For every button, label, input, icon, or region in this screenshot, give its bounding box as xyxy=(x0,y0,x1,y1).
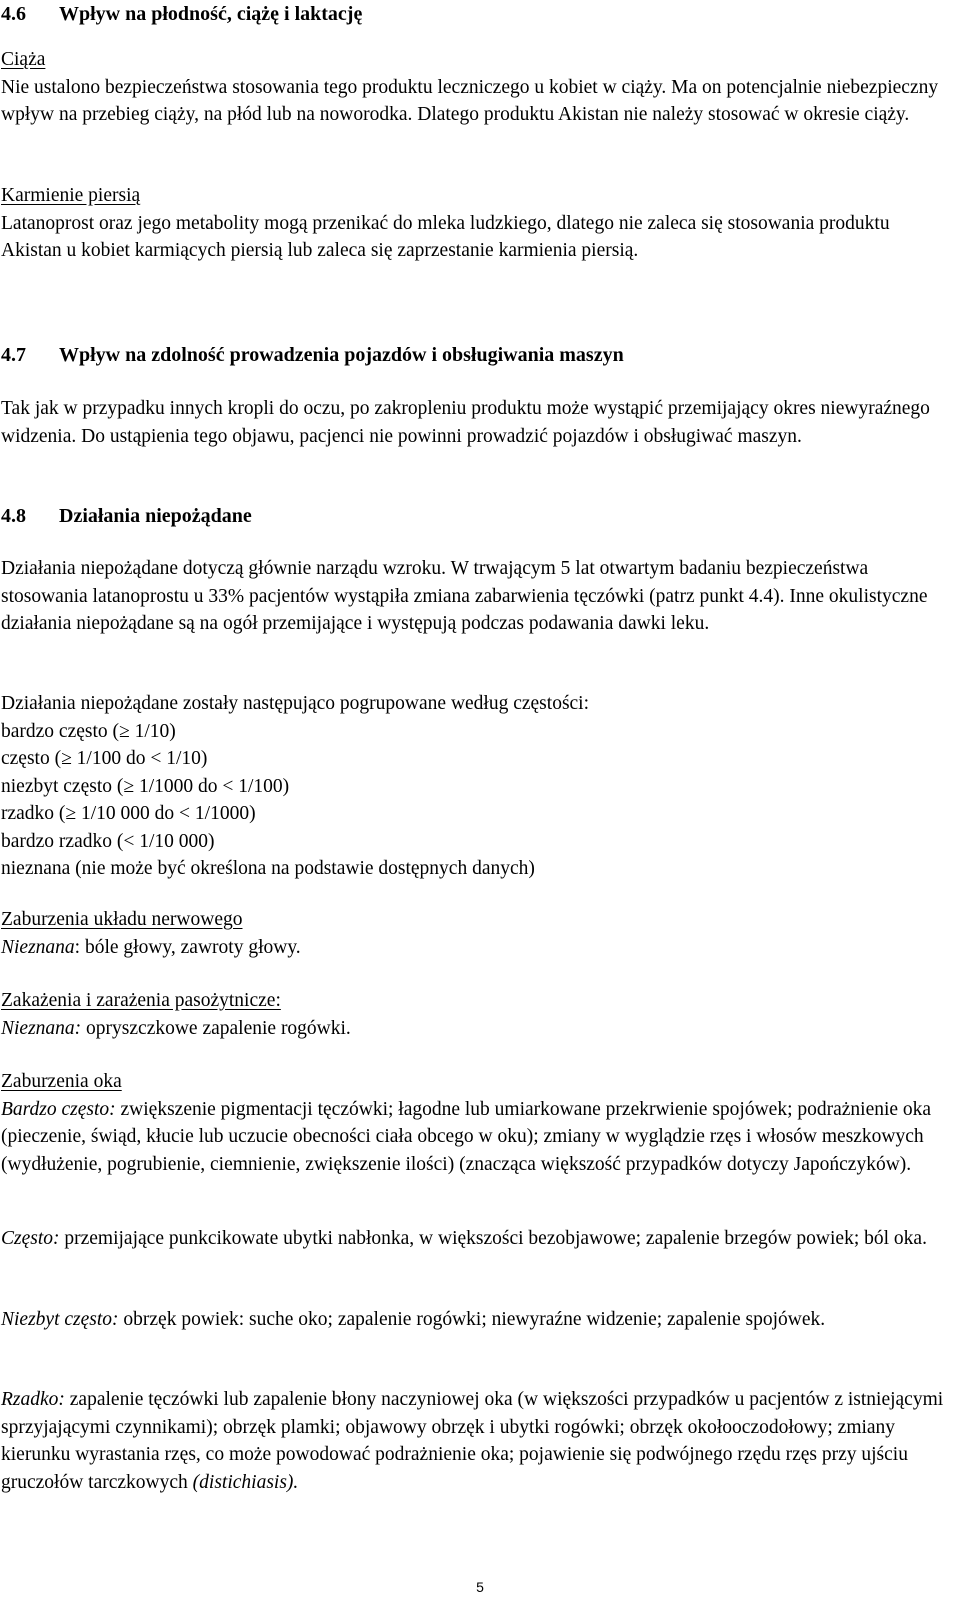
section-number: 4.7 xyxy=(1,344,26,366)
section-heading-4-8 xyxy=(1,502,951,530)
soc-heading: Zaburzenia oka xyxy=(1,1071,122,1092)
reaction-text: : bóle głowy, zawroty głowy. xyxy=(74,936,301,958)
frequency-item: niezbyt często (≥ 1/1000 do < 1/100) xyxy=(1,775,290,797)
breastfeeding-heading: Karmienie piersią xyxy=(1,185,141,206)
reaction-text: opryszczkowe zapalenie rogówki. xyxy=(81,1017,351,1039)
frequency-label: Często: xyxy=(1,1228,60,1249)
reaction-text: zapalenie tęczówki lub zapalenie błony naczyniowej oka (w większości przypadków u pacjentów z istniejącymi sprzyjającymi czynnikami); obrzęk plamki; objawowy obrzęk i ubytki rogówki; obrzęk okołooczodołowy; zmiany kierunku wyrastania rzęs, co może powodować podrażnienie oka; pojawienie się podwójnego rzędu rzęs przy ujściu gruczołów tarczkowych xyxy=(1,1389,944,1493)
section-number: 4.6 xyxy=(1,3,26,25)
breastfeeding-text: Latanoprost oraz jego metabolity mogą przenikać do mleka ludzkiego, dlatego nie zaleca się stosowania produktu Akistan u kobiet karmiących piersią lub zaleca się zaprzestanie karmienia piersią. xyxy=(1,212,890,261)
frequency-intro: Działania niepożądane zostały następująco pogrupowane według częstości: xyxy=(1,693,590,714)
section-heading-4-6 xyxy=(1,0,951,28)
paragraph: Działania niepożądane dotyczą głównie narządu wzroku. W trwającym 5 lat otwartym badaniu bezpieczeństwa stosowania latanoprostu u 33% pacjentów wystąpiła zmiana zabarwienia tęczówki (patrz punkt 4.4). Inne okulistyczne działania niepożądane są na ogół przemijające i występują podczas podawania dawki leku. xyxy=(1,558,928,634)
section-title: Działania niepożądane xyxy=(59,505,252,527)
soc-heading: Zaburzenia układu nerwowego xyxy=(1,909,243,930)
pregnancy-subsection xyxy=(1,46,951,129)
eye-common-block xyxy=(1,1225,951,1253)
eye-uncommon-block xyxy=(1,1306,951,1334)
driving-text xyxy=(1,395,951,450)
soc-heading: Zakażenia i zarażenia pasożytnicze: xyxy=(1,990,281,1011)
breastfeeding-subsection xyxy=(1,182,951,265)
frequency-block xyxy=(1,690,951,883)
section-title: Wpływ na zdolność prowadzenia pojazdów i obsługiwania maszyn xyxy=(59,344,624,366)
section-number: 4.8 xyxy=(1,505,26,527)
reaction-text: zwiększenie pigmentacji tęczówki; łagodne lub umiarkowane przekrwienie spojówek; podrażnienie oka (pieczenie, świąd, kłucie lub uczucie obecności ciała obcego w oku); zmiany w wyglądzie rzęs i włosów meszkowych (wydłużenie, pogrubienie, ciemnienie, zwiększenie ilości) (znacząca większość przypadków dotyczy Japończyków). xyxy=(1,1098,932,1175)
frequency-label: Nieznana xyxy=(1,936,75,958)
eye-rare-block xyxy=(1,1386,951,1496)
frequency-label: Nieznana: xyxy=(1,1017,82,1039)
nervous-system-block xyxy=(1,906,951,961)
frequency-item: bardzo rzadko (< 1/10 000) xyxy=(1,830,215,852)
latin-term: (distichiasis). xyxy=(192,1471,299,1493)
adverse-intro xyxy=(1,555,951,638)
eye-disorders-block xyxy=(1,1068,951,1178)
frequency-item: rzadko (≥ 1/10 000 do < 1/1000) xyxy=(1,803,256,824)
frequency-item: nieznana (nie może być określona na podstawie dostępnych danych) xyxy=(1,858,535,879)
frequency-label: Rzadko: xyxy=(1,1389,65,1410)
infections-block xyxy=(1,987,951,1042)
pregnancy-text: Nie ustalono bezpieczeństwa stosowania tego produktu leczniczego u kobiet w ciąży. Ma on potencjalnie niebezpieczny wpływ na przebieg ciąży, na płód lub na noworodka. Dlatego produktu Akistan nie należy stosować w okresie ciąży. xyxy=(1,76,939,125)
frequency-label: Bardzo często: xyxy=(1,1098,116,1120)
frequency-label: Niezbyt często: xyxy=(1,1309,119,1330)
frequency-item: bardzo często (≥ 1/10) xyxy=(1,720,176,742)
section-heading-4-7 xyxy=(1,341,951,369)
frequency-item: często (≥ 1/100 do < 1/10) xyxy=(1,748,208,769)
reaction-text: obrzęk powiek: suche oko; zapalenie rogówki; niewyraźne widzenie; zapalenie spojówek. xyxy=(118,1309,826,1330)
page-number: 5 xyxy=(476,1579,484,1595)
pregnancy-heading: Ciąża xyxy=(1,49,46,70)
paragraph: Tak jak w przypadku innych kropli do oczu, po zakropleniu produktu może wystąpić przemijający okres niewyraźnego widzenia. Do ustąpienia tego objawu, pacjenci nie powinni prowadzić pojazdów i obsługiwać maszyn. xyxy=(1,398,930,447)
section-title: Wpływ na płodność, ciążę i laktację xyxy=(59,3,363,25)
reaction-text: przemijające punkcikowate ubytki nabłonka, w większości bezobjawowe; zapalenie brzegów powiek; ból oka. xyxy=(59,1228,927,1249)
